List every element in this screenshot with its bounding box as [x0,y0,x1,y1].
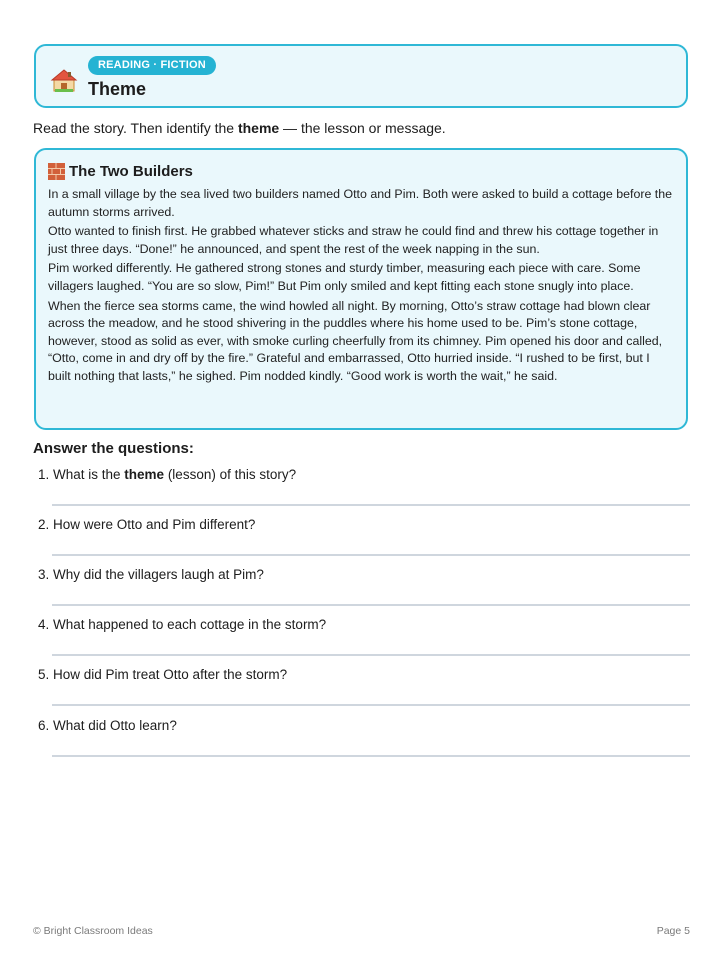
instructions [33,120,446,136]
story-card [34,148,688,430]
question-1-bold: theme [124,467,165,482]
instructions-bold: theme [237,120,280,136]
question-2 [38,517,688,567]
category-badge: READING · FICTION [88,56,216,75]
questions-heading: Answer the questions: [33,440,194,457]
page-number: Page 5 [656,925,690,937]
question-text: 5. How did Pim treat Otto after the storm? [38,667,288,682]
story-title: The Two Builders [69,162,193,180]
answer-line[interactable] [52,755,690,757]
answer-line[interactable] [52,504,690,506]
story-title-row [48,160,674,182]
question-text: 6. What did Otto learn? [38,718,177,733]
page-title: Theme [88,79,147,99]
brick-icon [48,163,65,180]
question-1-end: (lesson) of this story? [164,467,297,482]
footer-copyright: © Bright Classroom Ideas [33,925,153,937]
question-text: 3. Why did the villagers laugh at Pim? [38,567,264,582]
question-5 [38,667,688,717]
story-paragraph: Pim worked differently. He gathered strong stones and sturdy timber, measuring each piece with care. Some villagers laughed. “You are so slow, Pim!” But Pim only smiled and kept fitting each stone snugly into place. [48,261,641,293]
question-1-start: 1. What is the [38,467,125,482]
answer-line[interactable] [52,704,690,706]
question-1 [38,467,688,517]
answer-line[interactable] [52,654,690,656]
question-text [38,467,296,482]
answer-line[interactable] [52,604,690,606]
house-icon [50,66,78,94]
question-6 [38,718,688,768]
story-paragraph: When the fierce sea storms came, the wind howled all night. By morning, Otto’s straw cottage had blown clear across the meadow, and he stood shivering in the puddles where his home used to be. Pim’s stone cottage, however, stood as solid as ever, with smoke curling cheerfully from its chimney. Pim opened his door and called, “Otto, come in and dry off by the fire.” Grateful and embarrassed, Otto hurried inside. “I rushed to be first, but I built nothing that lasts,” he sighed. Pim nodded kindly. “Good work is worth the wait,” he said. [48,298,663,383]
story-paragraph: In a small village by the sea lived two builders named Otto and Pim. Both were asked to build a cottage before the autumn storms arrived. [48,187,673,219]
question-3 [38,567,688,617]
instructions-text-end: — the lesson or message. [279,120,446,136]
answer-line[interactable] [52,554,690,556]
story-paragraph: Otto wanted to finish first. He grabbed whatever sticks and straw he could find and threw his cottage together in just three days. “Done!” he announced, and spent the rest of the week napping in the sun. [48,224,659,256]
question-text: 4. What happened to each cottage in the storm? [38,617,327,632]
instructions-text-start: Read the story. Then identify the [33,120,238,136]
question-4 [38,617,688,667]
header-card [34,44,688,108]
question-text: 2. How were Otto and Pim different? [38,517,256,532]
